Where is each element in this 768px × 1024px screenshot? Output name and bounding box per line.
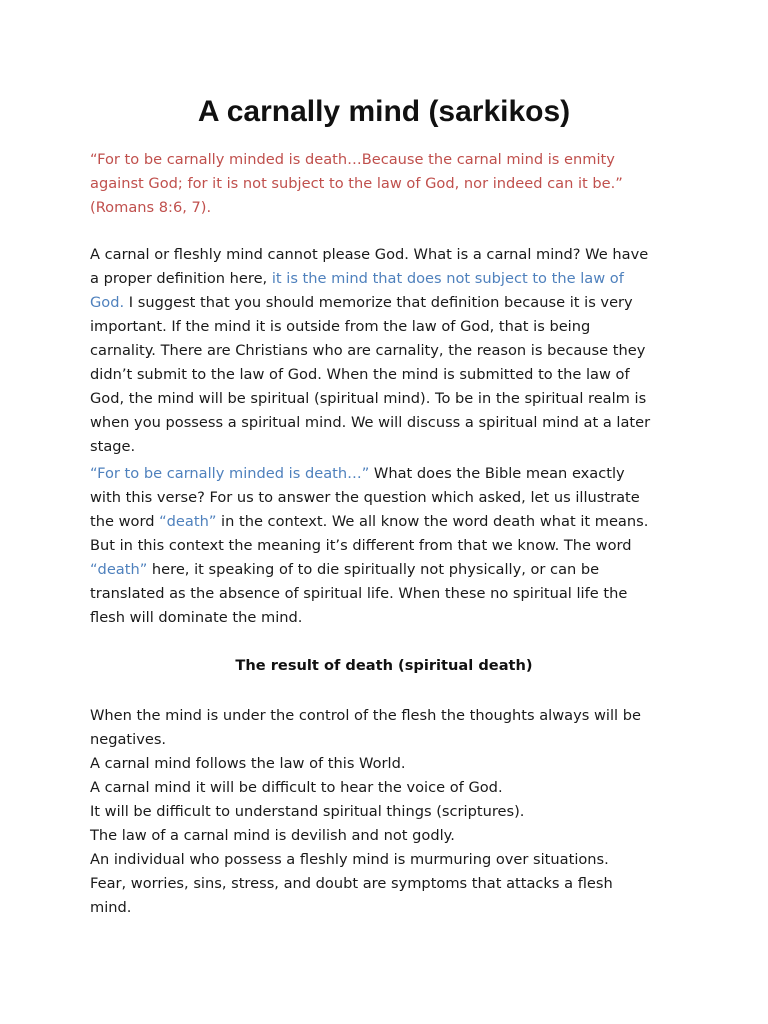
word-highlight: “death”: [90, 561, 148, 578]
paragraph-text: here, it speaking of to die spiritually not physically, or can be: [147, 561, 600, 578]
paragraph-line: But in this context the meaning it’s different from that we know. The word: [90, 537, 632, 554]
paragraph-line: with this verse? For us to answer the question which asked, let us illustrate: [90, 489, 640, 506]
scripture-quote: [90, 148, 690, 220]
list-item: negatives.: [90, 731, 167, 748]
verse-highlight: “For to be carnally minded is death…”: [90, 465, 370, 482]
list-item: A carnal mind it will be difficult to hear the voice of God.: [90, 779, 503, 796]
paragraph-text: the word: [90, 513, 160, 530]
results-list: [90, 704, 690, 920]
paragraph-line: didn’t submit to the law of God. When the mind is submitted to the law of: [90, 366, 630, 383]
list-item: Fear, worries, sins, stress, and doubt are symptoms that attacks a flesh: [90, 875, 613, 892]
paragraph-line: [90, 558, 690, 582]
list-item: An individual who possess a fleshly mind is murmuring over situations.: [90, 851, 609, 868]
paragraph-line: God, the mind will be spiritual (spiritual mind). To be in the spiritual realm is: [90, 390, 647, 407]
paragraph-text: in the context. We all know the word death what it means.: [216, 513, 649, 530]
word-highlight: “death”: [159, 513, 217, 530]
paragraph-line: [90, 510, 690, 534]
quote-line: against God; for it is not subject to the law of God, nor indeed can it be.”: [90, 175, 623, 192]
section-heading: The result of death (spiritual death): [235, 657, 533, 674]
list-item: mind.: [90, 899, 132, 916]
page-title: A carnally mind (sarkikos): [197, 95, 571, 128]
quote-line: “For to be carnally minded is death…Because the carnal mind is enmity: [90, 151, 615, 168]
quote-line: (Romans 8:6, 7).: [90, 199, 212, 216]
definition-highlight: it is the mind that does not subject to the law of: [271, 270, 624, 287]
list-item: A carnal mind follows the law of this World.: [90, 755, 406, 772]
list-item: It will be difficult to understand spiritual things (scriptures).: [90, 803, 525, 820]
paragraph-text: What does the Bible mean exactly: [369, 465, 625, 482]
paragraph-line: when you possess a spiritual mind. We will discuss a spiritual mind at a later: [90, 414, 651, 431]
list-item: The law of a carnal mind is devilish and not godly.: [90, 827, 455, 844]
paragraph-definition: [90, 243, 690, 459]
paragraph-line: [90, 291, 690, 315]
paragraph-line: flesh will dominate the mind.: [90, 609, 303, 626]
paragraph-line: [90, 462, 690, 486]
paragraph-text: I suggest that you should memorize that definition because it is very: [124, 294, 633, 311]
list-item: When the mind is under the control of the flesh the thoughts always will be: [90, 707, 641, 724]
paragraph-line: [90, 267, 690, 291]
paragraph-line: stage.: [90, 438, 136, 455]
paragraph-text: a proper definition here,: [90, 270, 272, 287]
definition-highlight: God.: [90, 294, 125, 311]
paragraph-death-meaning: [90, 462, 690, 630]
paragraph-line: carnality. There are Christians who are carnality, the reason is because they: [90, 342, 646, 359]
paragraph-line: important. If the mind it is outside from the law of God, that is being: [90, 318, 591, 335]
paragraph-line: translated as the absence of spiritual life. When these no spiritual life the: [90, 585, 628, 602]
paragraph-line: A carnal or fleshly mind cannot please God. What is a carnal mind? We have: [90, 246, 649, 263]
